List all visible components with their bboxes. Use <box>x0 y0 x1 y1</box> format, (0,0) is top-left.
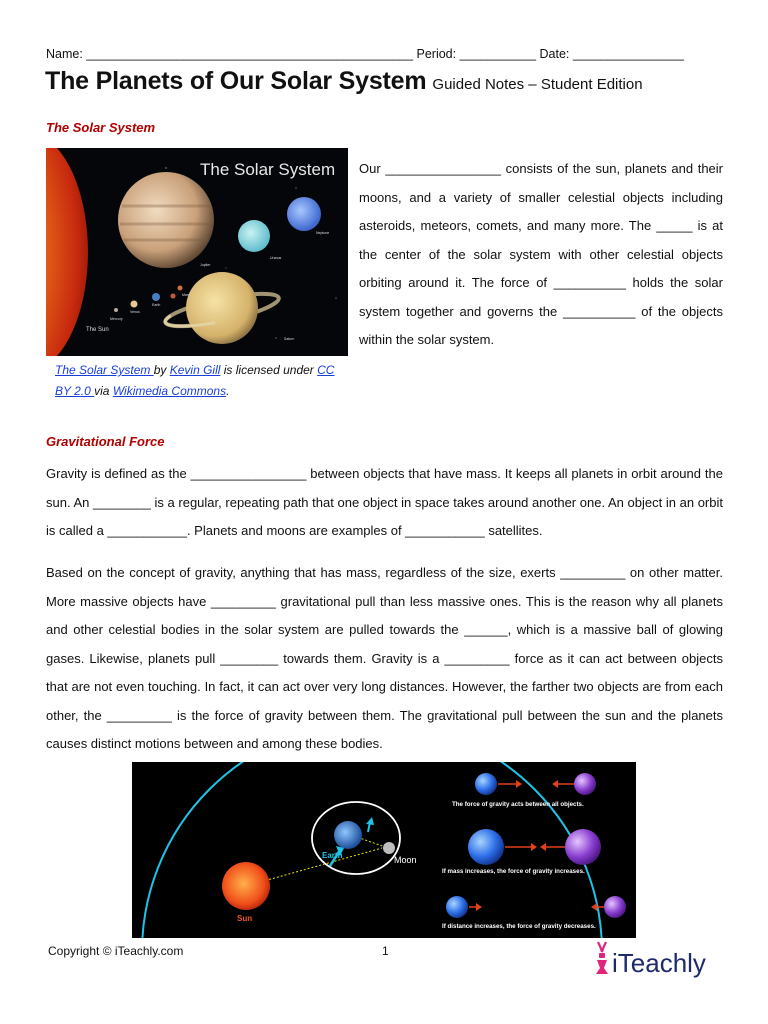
label-venus: Venus <box>130 310 140 314</box>
diagram-caption-2: If mass increases, the force of gravity increases. <box>442 868 585 875</box>
label-jupiter: Jupiter <box>200 263 211 267</box>
page-title <box>45 67 643 96</box>
name-period-date-line: Name: _______________________________________________ Period: ___________ Date: ________________ <box>46 47 685 61</box>
mars-shape <box>171 294 176 299</box>
diagram-earth <box>334 821 362 849</box>
solar-system-illustration <box>46 148 348 356</box>
gravity-diagram <box>132 762 636 938</box>
credit-text-licensed: is licensed under <box>220 363 318 377</box>
saturn-shape <box>186 272 258 344</box>
logo-mark <box>592 938 726 978</box>
label-earth: Earth <box>152 303 161 307</box>
diagram-earth-label: Earth <box>322 851 343 860</box>
venus-shape <box>131 301 138 308</box>
iteachly-logo <box>592 938 726 978</box>
gravity-paragraph-1: Gravity is defined as the ________________ between objects that have mass. It keeps all planets in orbit around the sun. An ________ is a regular, repeating path that one object in space takes around another one. An object in an orbit is called a ___________. Planets and moons are examples of ___________ satellites. <box>46 466 723 538</box>
label-sun: The Sun <box>86 327 109 333</box>
section-heading-gravitational-force: Gravitational Force <box>46 434 165 449</box>
label-uranus: Uranus <box>270 256 282 260</box>
diagram-caption-1: The force of gravity acts between all objects. <box>452 801 584 808</box>
solar-system-image <box>46 148 348 356</box>
title-sub: Guided Notes – Student Edition <box>432 76 643 93</box>
label-mars: Mars <box>182 293 190 297</box>
solar-system-paragraph: Our ________________ consists of the sun, planets and their moons, and a variety of smaller celestial objects including asteroids, meteors, comets, and many more. The _____ is at the center of the solar system with other celestial objects orbiting around it. The force of __________ holds the solar system together and governs the __________ of the objects within the solar system. <box>359 161 723 347</box>
uranus-shape <box>238 220 270 252</box>
title-main: The Planets of Our Solar System <box>45 67 427 95</box>
mercury-shape <box>114 308 118 312</box>
credit-link-title[interactable]: The Solar System <box>55 363 154 377</box>
logo-text: iTeachly <box>612 948 706 978</box>
label-saturn: Saturn <box>284 337 295 341</box>
diagram-sun <box>222 862 270 910</box>
image-credit-caption <box>55 360 345 402</box>
image-title: The Solar System <box>200 160 336 179</box>
footer-copyright: Copyright © iTeachly.com <box>48 944 184 958</box>
credit-link-author[interactable]: Kevin Gill <box>169 363 221 377</box>
jupiter-shape <box>118 172 214 268</box>
section-heading-solar-system: The Solar System <box>46 120 156 135</box>
label-neptune: Neptune <box>316 231 330 235</box>
diagram-sun-label: Sun <box>237 914 253 923</box>
credit-text-by: by <box>153 363 170 377</box>
credit-link-commons[interactable]: Wikimedia Commons <box>112 384 227 398</box>
diagram-moon-label: Moon <box>394 855 417 865</box>
neptune-shape <box>287 197 321 231</box>
gravity-paragraph-2: Based on the concept of gravity, anything that has mass, regardless of the size, exerts _________ on other matter. More massive objects have _________ gravitational pull than less massive ones. This is the reason why all planets and other celestial bodies in the solar system are pulled towards the ______, which is a massive ball of glowing gases. Likewise, planets pull ________ towards them. Gravity is a _________ force as it can act between objects that are not even touching. In fact, it can act over very long distances. However, the farther two objects are from each other, the _________ is the force of gravity between them. The gravitational pull between the sun and the planets causes distinct motions between and among these bodies. <box>46 565 723 751</box>
page-number: 1 <box>382 944 389 958</box>
diagram-moon <box>383 842 395 854</box>
label-mercury: Mercury <box>110 317 123 321</box>
credit-text-via: via <box>94 384 113 398</box>
gravity-diagram-illustration <box>132 762 636 938</box>
earth-shape <box>152 293 160 301</box>
credit-link-license[interactable]: CC BY 2.0 <box>55 363 335 398</box>
credit-text-period: . <box>226 384 230 398</box>
diagram-caption-3: If distance increases, the force of gravity decreases. <box>442 923 596 930</box>
